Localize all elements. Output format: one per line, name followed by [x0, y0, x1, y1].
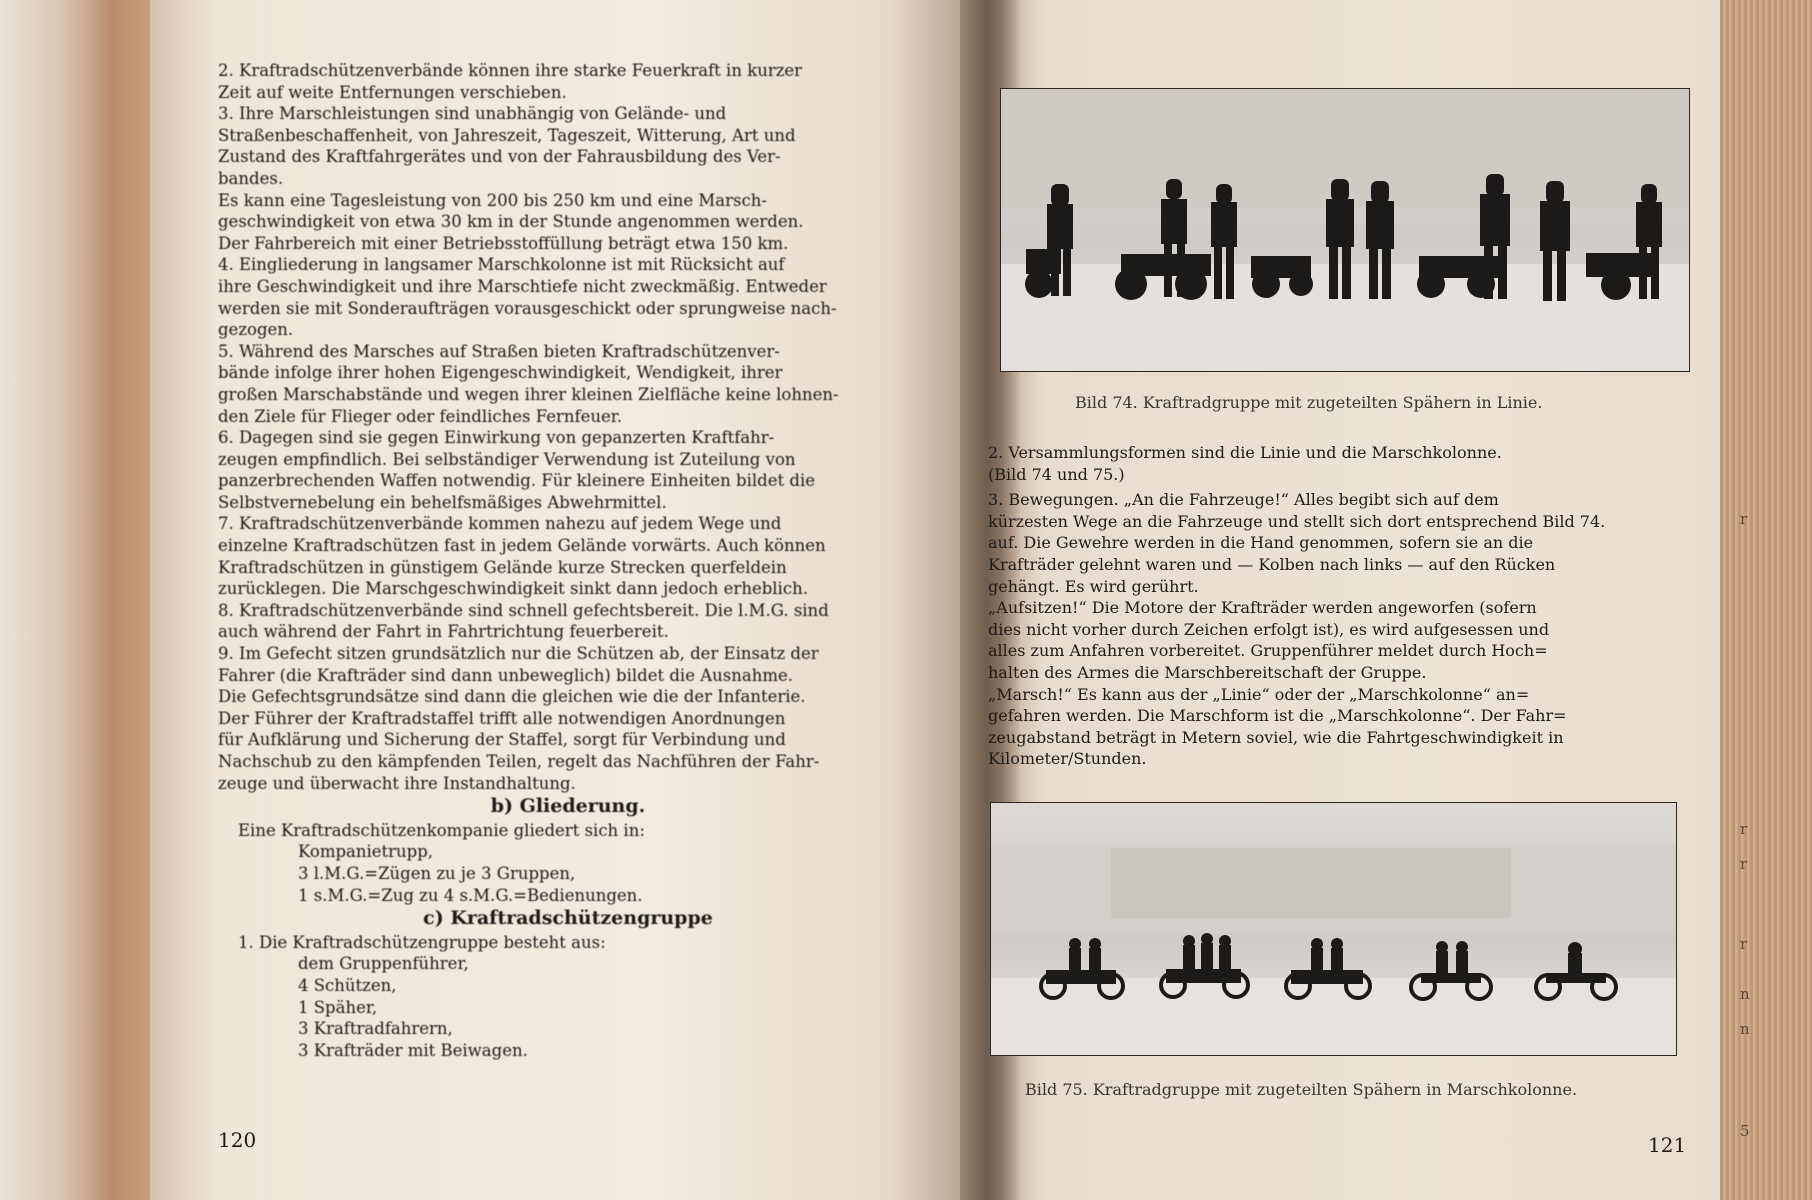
- page-number-right: 121: [1648, 1133, 1687, 1157]
- list-item: 3 Kraftradfahrern,: [298, 1019, 453, 1039]
- right-line: gehängt. Es wird gerührt.: [988, 576, 1199, 596]
- right-line: 3. Bewegungen. „An die Fahrzeuge!“ Alles begibt sich auf dem: [988, 490, 1499, 510]
- edge-mark: r: [1740, 510, 1748, 528]
- caption-bild-74: Bild 74. Kraftradgruppe mit zugeteilten Spähern in Linie.: [1075, 393, 1543, 412]
- left-line: 6. Dagegen sind sie gegen Einwirkung von gepanzerten Kraftfahr-: [218, 428, 775, 448]
- left-line: 3. Ihre Marschleistungen sind unabhängig von Gelände- und: [218, 104, 727, 124]
- photo-bild-74: [1000, 88, 1690, 372]
- left-line: gezogen.: [218, 320, 294, 340]
- list-item: 1 Späher,: [298, 997, 378, 1017]
- right-line: (Bild 74 und 75.): [988, 464, 1125, 484]
- left-line: Der Fahrbereich mit einer Betriebsstoffüllung beträgt etwa 150 km.: [218, 233, 789, 253]
- right-line: zeugabstand beträgt in Metern soviel, wie die Fahrtgeschwindigkeit in: [988, 727, 1564, 747]
- edge-mark: r: [1740, 935, 1748, 953]
- right-line: Krafträder gelehnt waren und — Kolben nach links — auf den Rücken: [988, 554, 1556, 574]
- photo-bild-75: [990, 802, 1677, 1056]
- list-item: 3 Krafträder mit Beiwagen.: [298, 1040, 528, 1060]
- page-number-left: 120: [218, 1128, 257, 1152]
- right-line: „Aufsitzen!“ Die Motore der Krafträder werden angeworfen (sofern: [988, 598, 1537, 618]
- left-line: Zustand des Kraftfahrgerätes und von der Fahrausbildung des Ver-: [218, 147, 781, 167]
- right-line: auf. Die Gewehre werden in die Hand genommen, sofern sie an die: [988, 533, 1534, 553]
- right-page-text: [988, 442, 1688, 770]
- left-line: Selbstvernebelung ein behelfsmäßiges Abwehrmittel.: [218, 492, 667, 512]
- left-line: 5. Während des Marsches auf Straßen bieten Kraftradschützenver-: [218, 341, 780, 361]
- right-line: 2. Versammlungsformen sind die Linie und die Marschkolonne.: [988, 443, 1502, 462]
- section-heading-gruppe: c) Kraftradschützengruppe: [423, 908, 713, 930]
- right-line: Kilometer/Stunden.: [988, 749, 1147, 769]
- left-line: 2. Kraftradschützenverbände können ihre starke Feuerkraft in kurzer: [218, 61, 803, 80]
- left-line: Straßenbeschaffenheit, von Jahreszeit, Tageszeit, Witterung, Art und: [218, 125, 796, 145]
- edge-mark: r: [1740, 820, 1748, 838]
- caption-bild-75: Bild 75. Kraftradgruppe mit zugeteilten Spähern in Marschkolonne.: [1025, 1080, 1578, 1099]
- left-line: Der Führer der Kraftradstaffel trifft alle notwendigen Anordnungen: [218, 708, 786, 728]
- left-line: für Aufklärung und Sicherung der Staffel, sorgt für Verbindung und: [218, 730, 786, 750]
- list-item: dem Gruppenführer,: [298, 954, 469, 974]
- left-line: großen Marschabstände und wegen ihrer kleinen Zielfläche keine lohnen-: [218, 384, 839, 404]
- edge-mark: n: [1740, 1020, 1750, 1038]
- left-line: zeuge und überwacht ihre Instandhaltung.: [218, 773, 576, 793]
- right-line: alles zum Anfahren vorbereitet. Gruppenführer meldet durch Hoch=: [988, 641, 1548, 661]
- left-line: einzelne Kraftradschützen fast in jedem Gelände vorwärts. Auch können: [218, 536, 826, 556]
- list-item: 1 s.M.G.=Zug zu 4 s.M.G.=Bedienungen.: [298, 885, 643, 905]
- left-line: den Ziele für Flieger oder feindliches Fernfeuer.: [218, 406, 623, 426]
- section-heading-gliederung: b) Gliederung.: [490, 796, 646, 818]
- left-line: zurücklegen. Die Marschgeschwindigkeit sinkt dann jedoch erheblich.: [218, 579, 808, 599]
- left-line: bände infolge ihrer hohen Eigengeschwindigkeit, Wendigkeit, ihrer: [218, 363, 783, 383]
- right-line: „Marsch!“ Es kann aus der „Linie“ oder der „Marschkolonne“ an=: [988, 684, 1530, 704]
- left-line: Die Gefechtsgrundsätze sind dann die gleichen wie die der Infanterie.: [218, 687, 806, 707]
- left-line: Fahrer (die Krafträder sind dann unbeweglich) bildet die Ausnahme.: [218, 665, 793, 685]
- edge-mark: r: [1740, 855, 1748, 873]
- edge-mark: n: [1740, 985, 1750, 1003]
- right-line: gefahren werden. Die Marschform ist die „Marschkolonne“. Der Fahr=: [988, 706, 1567, 726]
- left-line: Zeit auf weite Entfernungen verschieben.: [218, 82, 567, 102]
- left-line: geschwindigkeit von etwa 30 km in der Stunde angenommen werden.: [218, 212, 804, 232]
- left-line: werden sie mit Sonderaufträgen vorausgeschickt oder sprungweise nach-: [218, 298, 837, 318]
- list-item: 3 l.M.G.=Zügen zu je 3 Gruppen,: [298, 863, 576, 883]
- list-item: 4 Schützen,: [298, 975, 397, 995]
- left-line: Nachschub zu den kämpfenden Teilen, regelt das Nachführen der Fahr-: [218, 752, 820, 771]
- gliederung-intro: Eine Kraftradschützenkompanie gliedert sich in:: [238, 820, 645, 840]
- left-page-text: [218, 60, 918, 1061]
- edge-mark: 5: [1740, 1122, 1750, 1140]
- left-line: 4. Eingliederung in langsamer Marschkolonne ist mit Rücksicht auf: [218, 255, 785, 275]
- left-line: 7. Kraftradschützenverbände kommen nahezu auf jedem Wege und: [218, 514, 782, 534]
- left-line: ihre Geschwindigkeit und ihre Marschtiefe nicht zweckmäßig. Entweder: [218, 276, 827, 296]
- right-line: kürzesten Wege an die Fahrzeuge und stellt sich dort entsprechend Bild 74.: [988, 511, 1606, 531]
- book-edge-left: [0, 0, 150, 1200]
- left-line: 9. Im Gefecht sitzen grundsätzlich nur die Schützen ab, der Einsatz der: [218, 644, 819, 664]
- left-line: auch während der Fahrt in Fahrtrichtung feuerbereit.: [218, 622, 669, 642]
- gruppe-intro: 1. Die Kraftradschützengruppe besteht aus:: [238, 932, 606, 952]
- right-line: dies nicht vorher durch Zeichen erfolgt ist), es wird aufgesessen und: [988, 619, 1550, 639]
- list-item: Kompanietrupp,: [298, 842, 434, 862]
- left-line: zeugen empfindlich. Bei selbständiger Verwendung ist Zuteilung von: [218, 449, 796, 469]
- left-line: bandes.: [218, 168, 284, 188]
- book-edge-right: [1720, 0, 1812, 1200]
- left-line: Kraftradschützen in günstigem Gelände kurze Strecken querfeldein: [218, 557, 787, 577]
- left-line: panzerbrechenden Waffen notwendig. Für kleinere Einheiten bildet die: [218, 471, 815, 491]
- left-line: 8. Kraftradschützenverbände sind schnell gefechtsbereit. Die l.M.G. sind: [218, 600, 829, 620]
- right-line: halten des Armes die Marschbereitschaft der Gruppe.: [988, 662, 1427, 682]
- left-line: Es kann eine Tagesleistung von 200 bis 250 km und eine Marsch-: [218, 190, 767, 210]
